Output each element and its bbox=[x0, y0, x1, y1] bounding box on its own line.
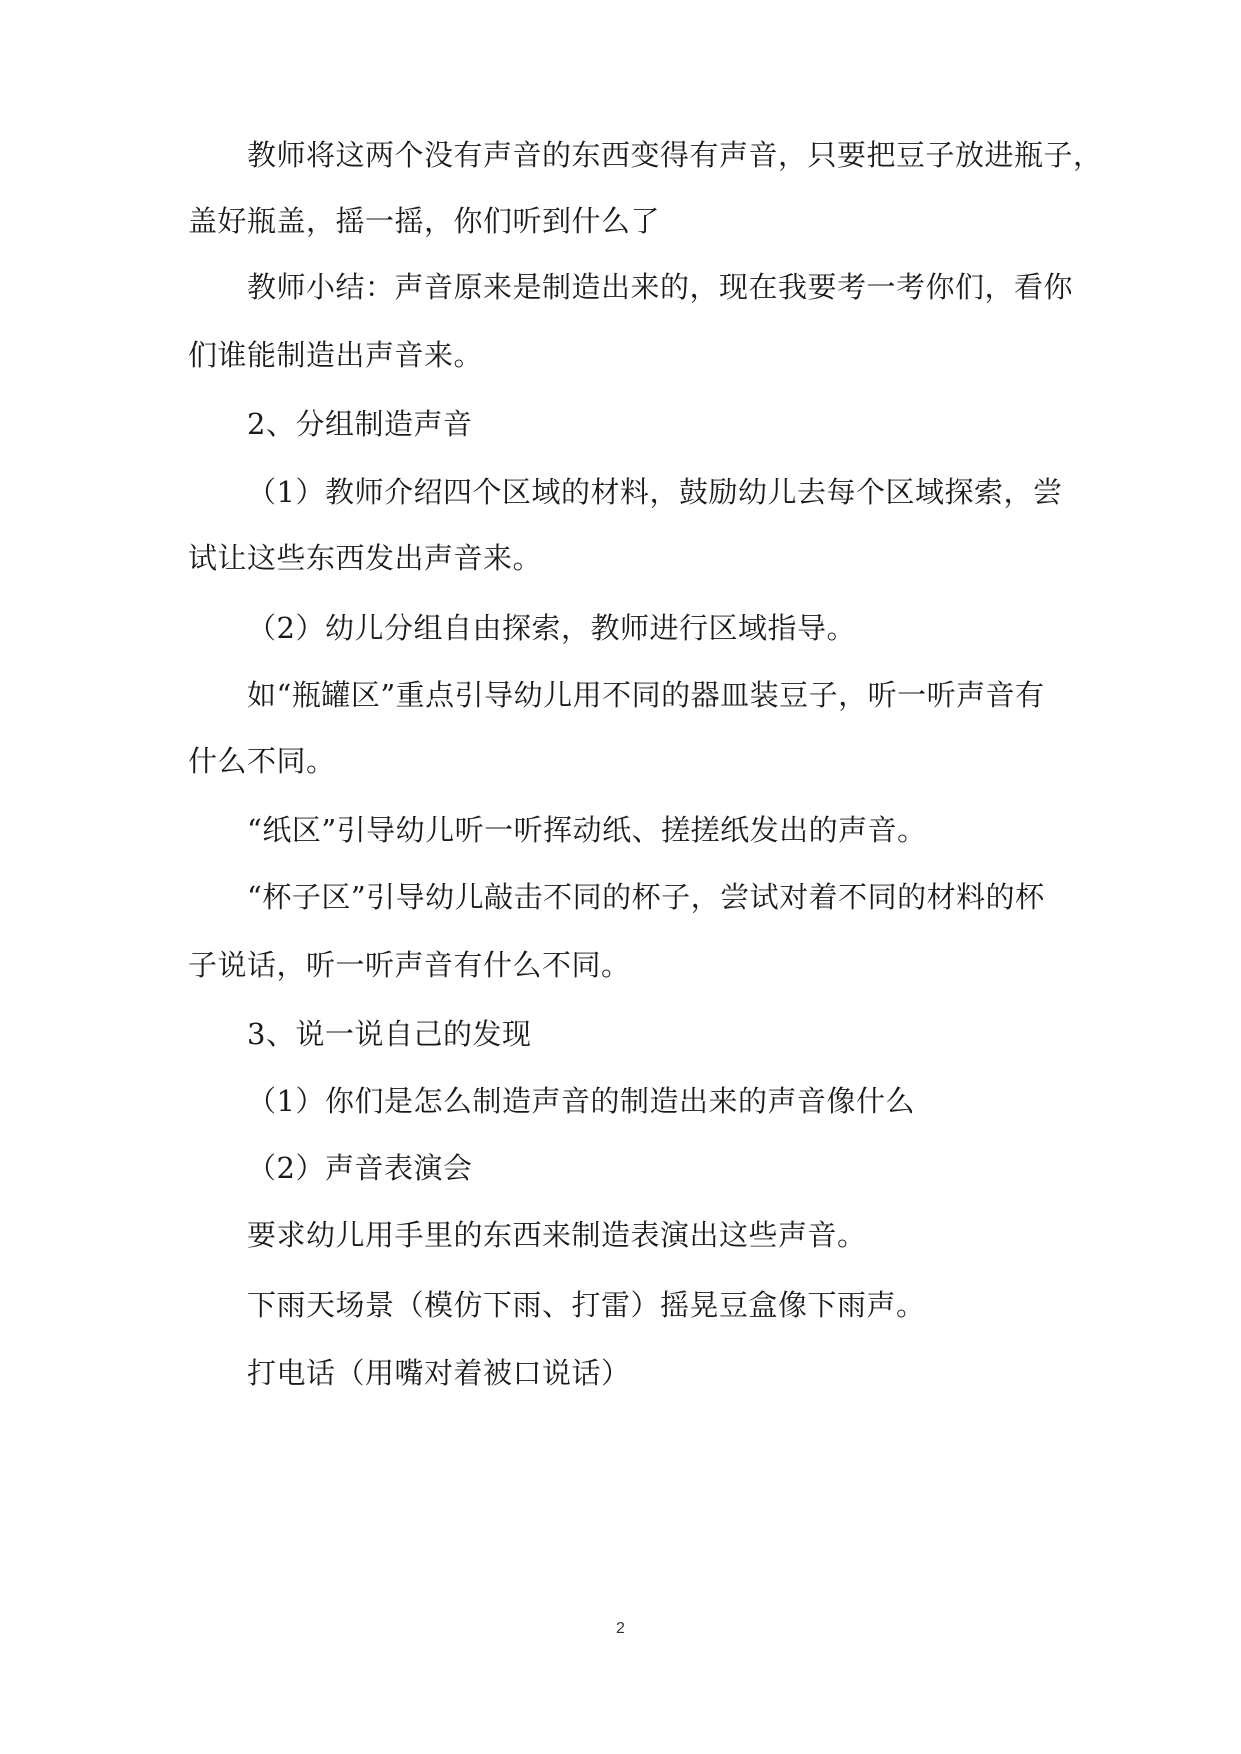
section-heading: 3、说一说自己的发现 bbox=[247, 1017, 532, 1051]
paragraph-line: 如“瓶罐区”重点引导幼儿用不同的器皿装豆子，听一听声音有 bbox=[247, 678, 1045, 712]
paragraph-line: （2）幼儿分组自由探索，教师进行区域指导。 bbox=[247, 611, 856, 645]
paragraph-line: 要求幼儿用手里的东西来制造表演出这些声音。 bbox=[247, 1218, 867, 1252]
paragraph-line: “杯子区”引导幼儿敲击不同的杯子，尝试对着不同的材料的杯 bbox=[247, 880, 1045, 914]
paragraph-line: 下雨天场景（模仿下雨、打雷）摇晃豆盒像下雨声。 bbox=[247, 1288, 926, 1322]
paragraph-line: “纸区”引导幼儿听一听挥动纸、搓搓纸发出的声音。 bbox=[247, 813, 927, 847]
paragraph-line: （1）你们是怎么制造声音的制造出来的声音像什么 bbox=[247, 1084, 915, 1118]
paragraph-line: （2）声音表演会 bbox=[247, 1151, 473, 1185]
paragraph-line: 们谁能制造出声音来。 bbox=[188, 338, 484, 372]
paragraph-line: 盖好瓶盖，摇一摇，你们听到什么了 bbox=[188, 204, 661, 238]
paragraph-line: （1）教师介绍四个区域的材料，鼓励幼儿去每个区域探索，尝 bbox=[247, 475, 1063, 509]
paragraph-line: 子说话，听一听声音有什么不同。 bbox=[188, 948, 631, 982]
paragraph-line: 什么不同。 bbox=[188, 744, 336, 778]
paragraph-line: 试让这些东西发出声音来。 bbox=[188, 541, 543, 575]
page-number: 2 bbox=[616, 1620, 625, 1637]
section-heading: 2、分组制造声音 bbox=[247, 407, 473, 441]
paragraph-line: 教师小结：声音原来是制造出来的，现在我要考一考你们，看你 bbox=[247, 270, 1074, 304]
paragraph-line: 打电话（用嘴对着被口说话） bbox=[247, 1356, 631, 1390]
paragraph-line: 教师将这两个没有声音的东西变得有声音，只要把豆子放进瓶子， bbox=[247, 138, 1103, 172]
